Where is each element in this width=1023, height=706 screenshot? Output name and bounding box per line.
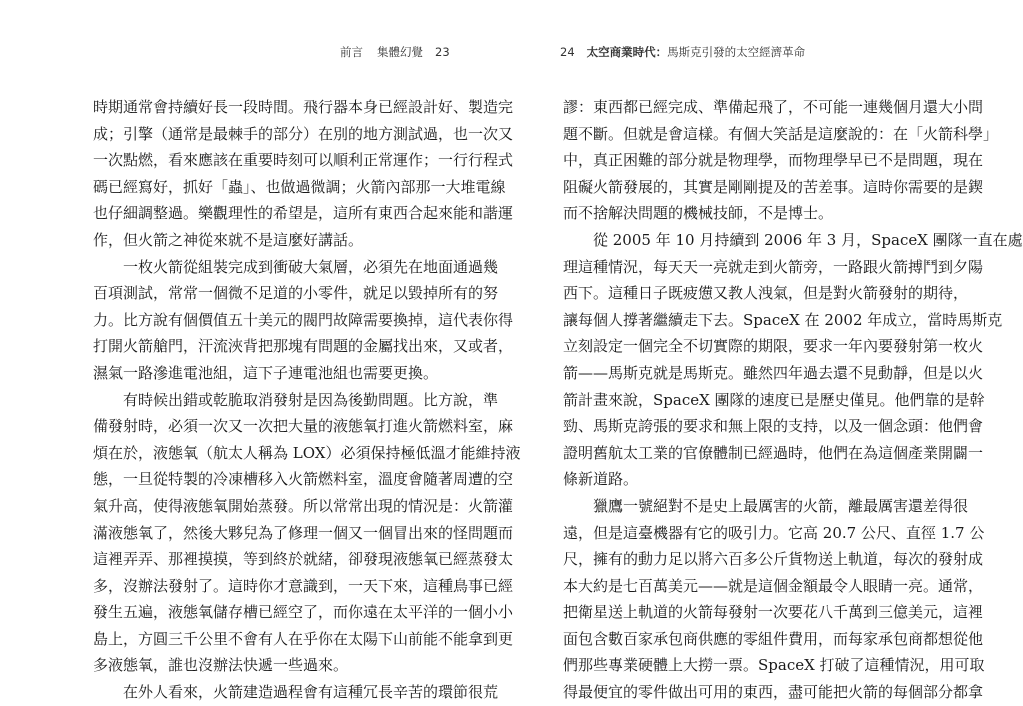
text-line: 立刻設定一個完全不切實際的期限，要求一年內要發射第一枚火	[563, 337, 984, 356]
text-line: 面包含數百家承包商供應的零組件費用，而每家承包商都想從他	[563, 629, 984, 648]
text-line: 題不斷。但就是會這樣。有個大笑話是這麼說的：在「火箭科學」	[563, 124, 999, 143]
text-line: 時期通常會持續好長一段時間。飛行器本身已經設計好、製造完	[93, 98, 514, 116]
text-line: 這裡弄弄、那裡摸摸，等到終於就緒，卻發現液態氧已經蒸發太	[93, 550, 514, 569]
text-line: 遠，但是這臺機器有它的吸引力。它高 20.7 公尺、直徑 1.7 公	[563, 523, 985, 542]
page-number: 23	[435, 45, 450, 59]
text-line: 作，但火箭之神從來就不是這麼好講話。	[93, 230, 364, 249]
book-title: 太空商業時代：	[586, 45, 668, 59]
text-line: 尺，擁有的動力足以將六百多公斤貨物送上軌道，每次的發射成	[563, 550, 984, 569]
left-body-text	[93, 94, 521, 706]
text-line: 本大約是七百萬美元——就是這個金額最令人眼睛一亮。通常，	[563, 576, 984, 595]
text-line: 島上，方圓三千公里不會有人在乎你在太陽下山前能不能拿到更	[93, 629, 514, 648]
text-line: 證明舊航太工業的官僚體制已經過時，他們在為這個產業開闢一	[563, 443, 984, 462]
text-line: 把衛星送上軌道的火箭每發射一次要花八千萬到三億美元，這裡	[563, 603, 984, 622]
text-line: 謬：東西都已經完成、準備起飛了，不可能一連幾個月還大小問	[563, 98, 984, 116]
text-line: 態，一旦從特製的冷凍槽移入火箭燃料室，溫度會隨著周遭的空	[93, 470, 514, 489]
text-line: 也仔細調整過。樂觀理性的希望是，這所有東西合起來能和諧運	[93, 204, 514, 223]
text-line: 在外人看來，火箭建造過程會有這種冗長辛苦的環節很荒	[123, 683, 499, 702]
text-line: 百項測試，常常一個微不足道的小零件，就足以毀掉所有的努	[93, 284, 499, 303]
right-page	[500, 0, 1023, 702]
text-line: 箭計畫來說，SpaceX 團隊的速度已是歷史僅見。他們靠的是幹	[563, 390, 985, 409]
text-line: 勁、馬斯克誇張的要求和無上限的支持，以及一個念頭：他們會	[563, 417, 984, 436]
left-running-header	[340, 44, 450, 60]
text-line: 西下。這種日子既疲憊又教人洩氣，但是對火箭發射的期待，	[563, 284, 969, 303]
text-line: 成；引擎（通常是最棘手的部分）在別的地方測試過，也一次又	[93, 124, 514, 143]
text-line: 從 2005 年 10 月持續到 2006 年 3 月，SpaceX 團隊一直在處	[593, 230, 1023, 249]
text-line: 打開火箭艙門，汗流浹背把那塊有問題的金屬找出來，又或者，	[93, 337, 514, 356]
text-line: 獵鷹一號絕對不是史上最厲害的火箭，離最厲害還差得很	[593, 496, 969, 515]
book-subtitle: 馬斯克引發的太空經濟革命	[667, 45, 806, 59]
text-line: 條新道路。	[563, 470, 639, 489]
text-line: 氣升高，使得液態氧開始蒸發。所以常常出現的情況是：火箭灌	[93, 496, 514, 515]
text-line: 煩在於，液態氧（航太人稱為 LOX）必須保持極低溫才能維持液	[93, 443, 521, 462]
text-line: 碼已經寫好，抓好「蟲」、也做過微調；火箭內部那一大堆電線	[93, 177, 506, 196]
text-line: 發生五遍，液態氧儲存槽已經空了，而你遠在太平洋的一個小小	[93, 603, 514, 622]
page-number: 24	[560, 45, 575, 59]
text-line: 得最便宜的零件做出可用的東西，盡可能把火箭的每個部分都拿	[563, 683, 984, 702]
section-label: 前言	[340, 45, 363, 59]
text-line: 一枚火箭從組裝完成到衝破大氣層，必須先在地面通過幾	[123, 257, 499, 276]
right-running-header	[560, 44, 805, 60]
text-line: 多液態氧，誰也沒辦法快遞一些過來。	[93, 656, 349, 675]
text-line: 箭——馬斯克就是馬斯克。雖然四年過去還不見動靜，但是以火	[563, 363, 984, 382]
text-line: 們那些專業硬體上大撈一票。SpaceX 打破了這種情況，用可取	[563, 656, 985, 675]
text-line: 讓每個人撐著繼續走下去。SpaceX 在 2002 年成立，當時馬斯克	[563, 310, 1003, 329]
text-line: 一次點燃，看來應該在重要時刻可以順利正常運作；一行行程式	[93, 151, 514, 170]
chapter-title: 集體幻覺	[377, 45, 423, 59]
text-line: 有時候出錯或乾脆取消發射是因為後勤問題。比方說，準	[123, 390, 499, 409]
text-line: 阻礙火箭發展的，其實是剛剛提及的苦差事。這時你需要的是鍥	[563, 177, 984, 196]
text-line: 中，真正困難的部分就是物理學，而物理學早已不是問題，現在	[563, 151, 984, 170]
text-line: 理這種情況，每天天一亮就走到火箭旁，一路跟火箭搏鬥到夕陽	[563, 257, 984, 276]
text-line: 備發射時，必須一次又一次把大量的液態氧打進火箭燃料室，麻	[93, 417, 514, 436]
text-line: 而不捨解決問題的機械技師，不是博士。	[563, 204, 834, 223]
right-body-text	[563, 94, 1023, 706]
text-line: 多，沒辦法發射了。這時你才意識到，一天下來，這種鳥事已經	[93, 576, 514, 595]
text-line: 力。比方說有個價值五十美元的閥門故障需要換掉，這代表你得	[93, 310, 514, 329]
text-line: 滿液態氧了，然後大夥兒為了修理一個又一個冒出來的怪問題而	[93, 523, 514, 542]
text-line: 濕氣一路滲進電池組，這下子連電池組也需要更換。	[93, 363, 439, 382]
